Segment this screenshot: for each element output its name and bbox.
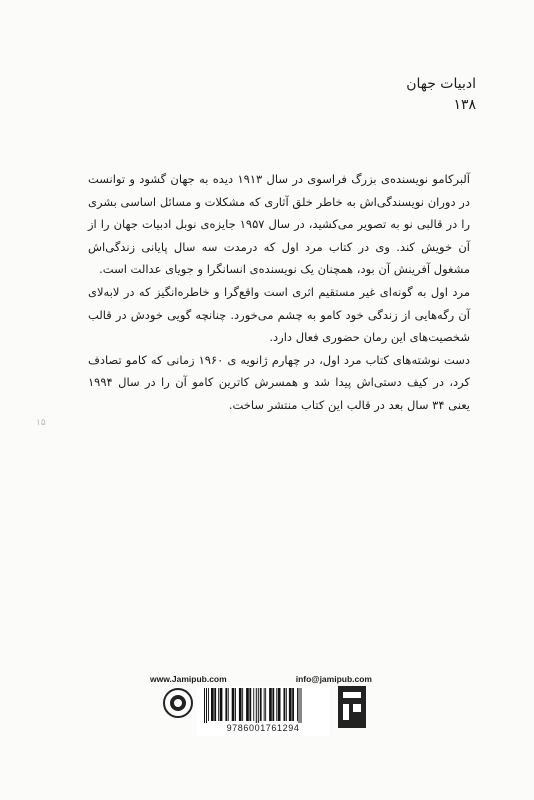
publisher-email: info@jamipub.com xyxy=(295,674,372,684)
paragraph-1: آلبرکامو نویسنده‌ی بزرگ فراسوی در سال ۱۹۱۳ دیده به جهان گشود و توانست در دوران نویسندگی‌اش به خاطر خلق آثاری که مشکلات و مسائل اساسی بشری را در قالبی نو به تصویر می‌کشید، در سال ۱۹۵۷ جایزه‌ی نوبل ادبیات جهان را از آن خویش کند. وی در کتاب مرد اول که درمدت سه سال پایانی زندگی‌اش مشغول آفرینش آن بود، همچنان یک نویسنده‌ی انسانگرا و جویای عدالت است. xyxy=(88,172,471,277)
publisher-contacts xyxy=(150,674,372,684)
isbn-barcode xyxy=(196,686,330,736)
back-cover-text xyxy=(88,168,470,417)
paragraph-3: دست نوشته‌های کتاب مرد اول، در چهارم ژانویه ی ۱۹۶۰ زمانی که کامو تصادف کرد، در کیف دستی‌اش پیدا شد و همسرش کاترین کامو آن را در سال ۱۹۹۴ یعنی ۳۴ سال بعد در قالب این کتاب منتشر ساخت. xyxy=(88,352,470,412)
margin-mark: ۱۵ xyxy=(36,418,46,428)
barcode-bars xyxy=(196,686,330,724)
barcode-number: 9786001761294 xyxy=(196,723,330,733)
series-number: ۱۳۸ xyxy=(453,97,476,113)
publisher-seal-icon xyxy=(163,688,193,718)
paragraph-2: مرد اول به گونه‌ای غیر مستقیم اثری است واقع‌گرا و خاطره‌انگیز که در لابه‌لای آن رگه‌هایی از زندگی خود کامو به چشم می‌خورد. چنانچه گویی خودش در قالب شخصیت‌های این رمان حضوری فعال دارد. xyxy=(88,284,470,345)
publisher-logo-icon xyxy=(338,686,366,728)
publisher-website: www.Jamipub.com xyxy=(150,674,227,684)
series-name: ادبیات جهان xyxy=(406,76,476,92)
series-block xyxy=(406,74,476,116)
